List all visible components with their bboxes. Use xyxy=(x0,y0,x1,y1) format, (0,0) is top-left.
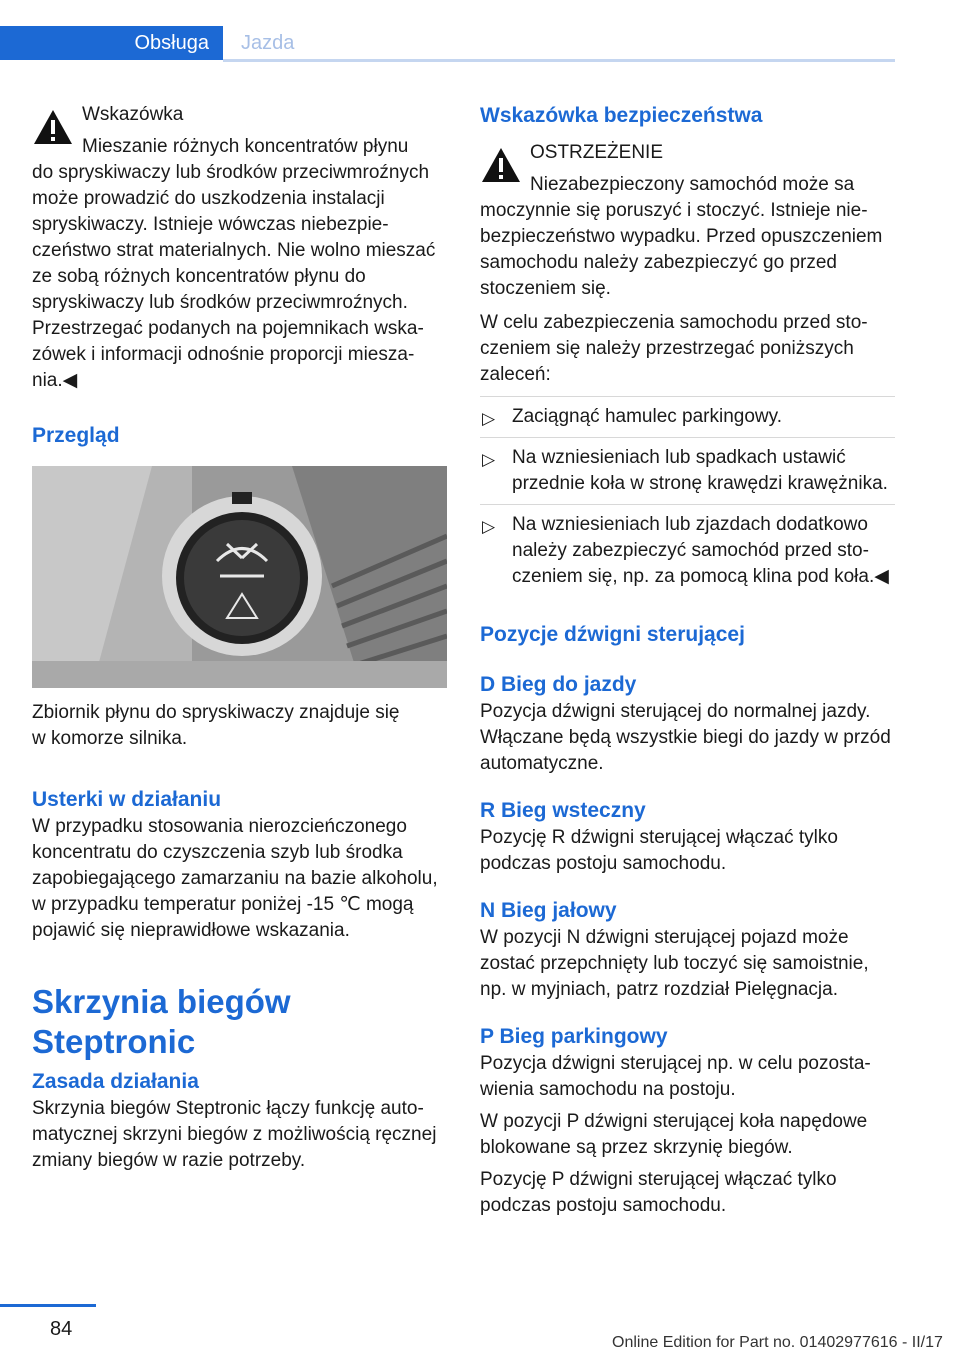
warning-text: do spryskiwaczy lub środków przeciwmroźnych może prowadzić do uszkodzenia instalacji spryskiwaczy. Istnieje wówczas niebezpieczeństwo strat materialnych. Nie wolno mieszać ze sobą różnych koncentratów płynu do spryskiwaczy lub środków przeciwmroźnych. Przestrzegać podanych na pojemnikach wskazówek i informacji odnośnie proporcji mieszania.◀ xyxy=(32,162,436,391)
right-column xyxy=(480,102,895,1219)
list-item: ▷ Zaciągnąć hamulec parkingowy. xyxy=(480,396,895,438)
edition-note: Online Edition for Part no. 01402977616 - II/17 xyxy=(612,1334,943,1351)
photo-caption: Zbiornik płynu do spryskiwaczy znajduje się w komorze silnika. xyxy=(32,702,400,749)
overview-heading: Przegląd xyxy=(32,424,120,447)
list-item: ▷ Na wzniesieniach lub spadkach ustawić przednie koła w stronę krawędzi krawężnika. xyxy=(480,438,895,505)
n-text: W pozycji N dźwigni sterującej pojazd może zostać przepchnięty lub toczyć się samoistnie, np. w myjniach, patrz rozdział Pielęgnacja. xyxy=(480,927,869,1000)
list-item: ▷ Na wzniesieniach lub zjazdach dodatkowo należy zabezpieczyć samochód przed stoczeniem się, np. za pomocą klina pod koła.◀ xyxy=(482,514,889,587)
malfunction-text: W przypadku stosowania nierozcieńczonego koncentratu do czyszczenia szyb lub środka zapobiegającego zamarzaniu na bazie alkoholu, w przypadku temperatur poniżej -15 ℃ mogą pojawić się nieprawidłowe wskazania. xyxy=(32,816,438,941)
d-heading: D Bieg do jazdy xyxy=(480,673,637,696)
p-heading: P Bieg parkingowy xyxy=(480,1025,668,1048)
washer-reservoir-photo xyxy=(32,466,447,688)
warning-first-line: Niezabezpieczony samochód może sa xyxy=(530,174,855,195)
page-header xyxy=(0,26,895,62)
safety-heading: Wskazówka bezpieczeństwa xyxy=(480,104,763,127)
tab-obsluga[interactable]: Obsługa xyxy=(0,26,223,60)
triangle-bullet-icon: ▷ xyxy=(482,517,496,536)
warning-note xyxy=(32,102,447,394)
p-text-1: Pozycja dźwigni sterującej np. w celu pozostawienia samochodu na postoju. xyxy=(480,1053,871,1100)
warning-text: moczynnie się poruszyć i stoczyć. Istnieje niebezpieczeństwo wypadku. Przed opuszczeniem samochodu należy zabezpieczyć go przed stoczeniem się. xyxy=(480,200,883,299)
d-text: Pozycja dźwigni sterującej do normalnej jazdy. Włączane będą wszystkie biegi do jazdy w przód automatyczne. xyxy=(480,701,891,774)
secure-steps-list xyxy=(480,396,895,597)
secure-intro: W celu zabezpieczenia samochodu przed stoczeniem się należy przestrzegać poniższych zaleceń: xyxy=(480,312,868,385)
warning-title: OSTRZEŻENIE xyxy=(530,142,664,163)
principle-heading: Zasada działania xyxy=(32,1070,199,1093)
p-text-3: Pozycję P dźwigni sterującej włączać tylko podczas postoju samochodu. xyxy=(480,1169,837,1216)
warning-triangle-icon xyxy=(480,146,522,184)
positions-heading: Pozycje dźwigni sterującej xyxy=(480,623,745,646)
page-number: 84 xyxy=(50,1318,73,1340)
r-text: Pozycję R dźwigni sterującej włączać tylko podczas postoju samochodu. xyxy=(480,827,838,874)
triangle-bullet-icon: ▷ xyxy=(482,409,496,428)
principle-text: Skrzynia biegów Steptronic łączy funkcję automatycznej skrzyni biegów z możliwością ręcznej zmiany biegów w razie potrzeby. xyxy=(32,1098,437,1171)
chapter-heading: Skrzynia biegów Steptronic xyxy=(32,983,291,1060)
triangle-bullet-icon: ▷ xyxy=(482,450,496,469)
r-heading: R Bieg wsteczny xyxy=(480,799,646,822)
warning-triangle-icon xyxy=(32,108,74,146)
p-text-2: W pozycji P dźwigni sterującej koła napędowe blokowane są przez skrzynię biegów. xyxy=(480,1111,868,1158)
header-divider xyxy=(223,59,895,62)
n-heading: N Bieg jałowy xyxy=(480,899,617,922)
left-column xyxy=(32,102,447,1174)
malfunction-heading: Usterki w działaniu xyxy=(32,788,222,811)
warning-first-line: Mieszanie różnych koncentratów płynu xyxy=(82,136,409,157)
tab-jazda[interactable]: Jazda xyxy=(241,31,295,54)
footer-bar xyxy=(0,1304,96,1307)
warning-note xyxy=(480,140,895,302)
warning-title: Wskazówka xyxy=(82,104,184,125)
